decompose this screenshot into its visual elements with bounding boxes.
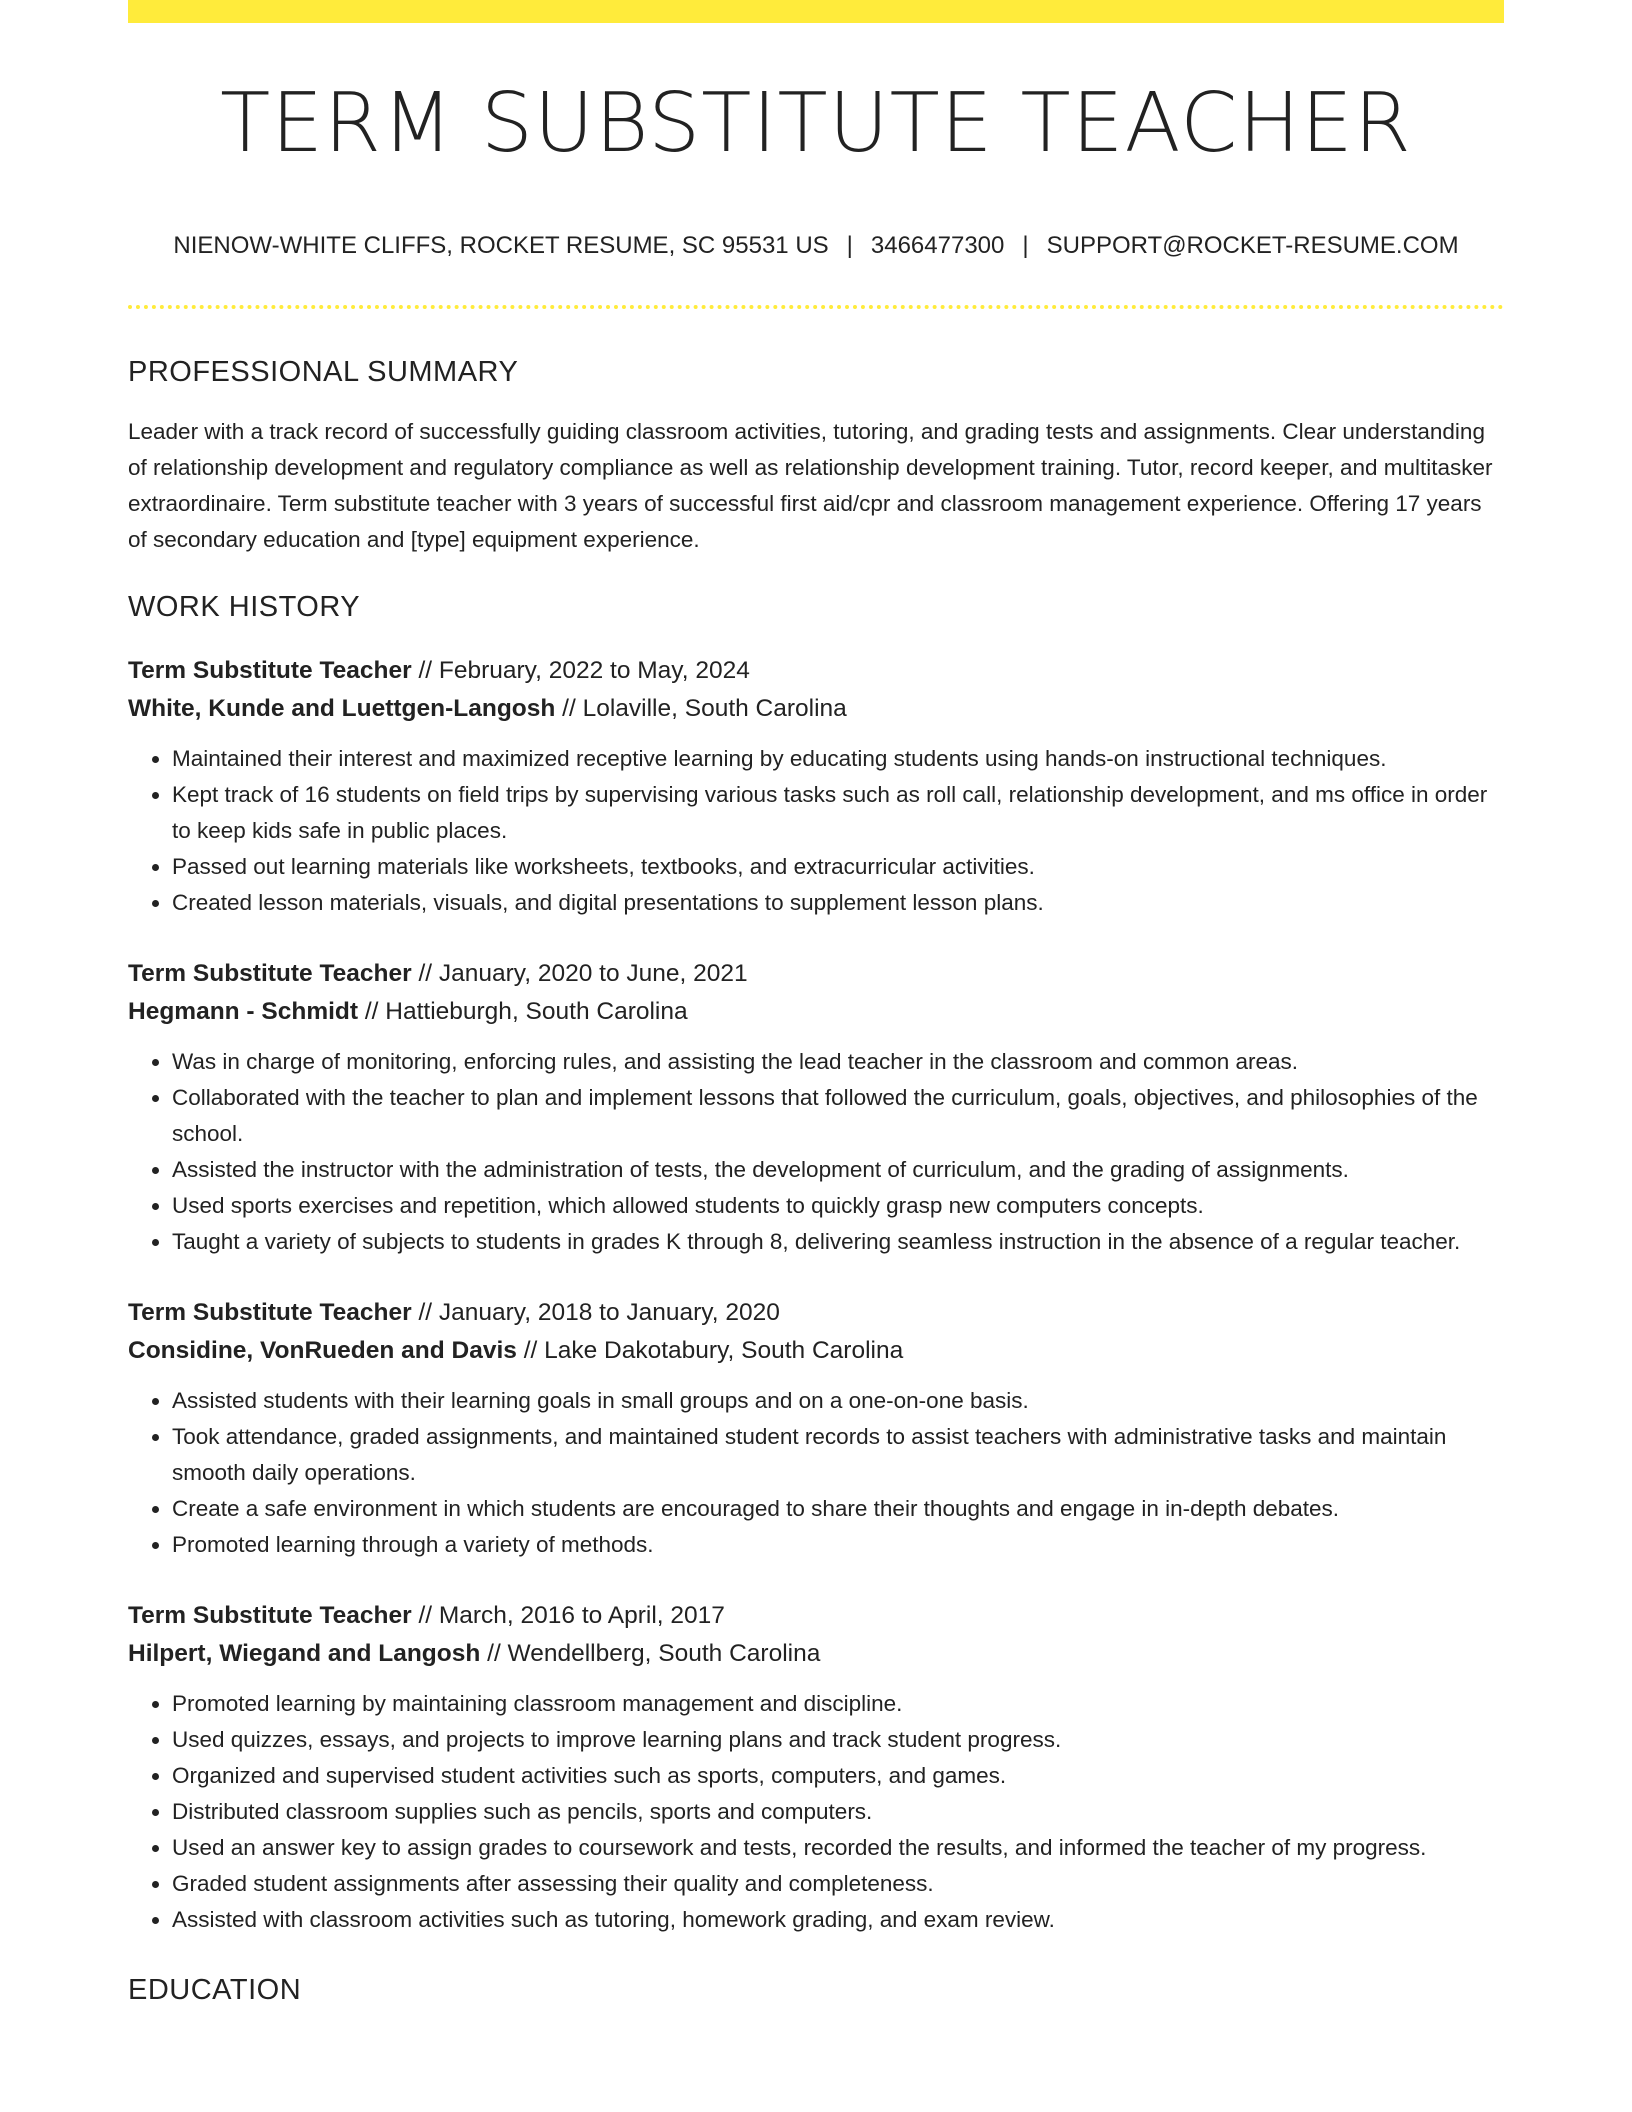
job-bullet: • Distributed classroom supplies such as pencils, sports and computers.	[172, 1794, 1504, 1830]
job-company: Hegmann - Schmidt	[128, 997, 359, 1025]
contact-email: SUPPORT@ROCKET-RESUME.COM	[1046, 232, 1459, 259]
job-bullet: • Assisted the instructor with the administration of tests, the development of curriculum, and the grading of assignments.	[172, 1152, 1504, 1188]
job-role: Term Substitute Teacher	[128, 959, 412, 987]
job-bullet: • Collaborated with the teacher to plan and implement lessons that followed the curriculum, goals, objectives, and philosophies of the school.	[172, 1080, 1504, 1152]
job-bullet: • Graded student assignments after assessing their quality and completeness.	[172, 1866, 1504, 1902]
job-bullet: • Assisted with classroom activities such as tutoring, homework grading, and exam review.	[172, 1902, 1504, 1938]
job-dates: // January, 2018 to January, 2020	[411, 1298, 780, 1326]
job-title-line	[128, 1597, 1504, 1635]
job-bullets	[128, 1044, 1504, 1260]
job-bullet: • Promoted learning through a variety of methods.	[172, 1527, 1504, 1563]
job-dates: // February, 2022 to May, 2024	[411, 656, 750, 684]
job-entry	[128, 955, 1504, 1260]
job-bullet: • Taught a variety of subjects to students in grades K through 8, delivering seamless instruction in the absence of a regular teacher.	[172, 1224, 1504, 1260]
job-company: Considine, VonRueden and Davis	[128, 1336, 517, 1364]
job-title-line	[128, 1294, 1504, 1332]
work-history-list	[128, 652, 1504, 1938]
job-entry	[128, 1597, 1504, 1938]
job-location: // Lolaville, South Carolina	[555, 694, 847, 722]
job-company: White, Kunde and Luettgen-Langosh	[128, 694, 556, 722]
contact-line	[128, 232, 1504, 261]
job-company: Hilpert, Wiegand and Langosh	[128, 1639, 481, 1667]
job-bullet: • Was in charge of monitoring, enforcing rules, and assisting the lead teacher in the classroom and common areas.	[172, 1044, 1504, 1080]
job-bullet: • Passed out learning materials like worksheets, textbooks, and extracurricular activities.	[172, 849, 1504, 885]
summary-text: Leader with a track record of successfully guiding classroom activities, tutoring, and grading tests and assignments. Clear understanding of relationship development and regulatory compliance as well as relationship development training. Tutor, record keeper, and multitasker extraordinaire. Term substitute teacher with 3 years of successful first aid/cpr and classroom management experience. Offering 17 years of secondary education and [type] equipment experience.	[128, 418, 1493, 552]
job-title-line	[128, 652, 1504, 690]
education-heading: EDUCATION	[128, 1973, 302, 2006]
work-history-heading: WORK HISTORY	[128, 590, 361, 623]
job-title-line	[128, 955, 1504, 993]
job-entry	[128, 652, 1504, 921]
job-bullet: • Used quizzes, essays, and projects to improve learning plans and track student progress.	[172, 1722, 1504, 1758]
job-bullet: • Used an answer key to assign grades to coursework and tests, recorded the results, and informed the teacher of my progress.	[172, 1830, 1504, 1866]
job-company-line	[128, 690, 1504, 728]
job-dates: // March, 2016 to April, 2017	[411, 1601, 725, 1629]
job-location: // Hattieburgh, South Carolina	[358, 997, 688, 1025]
job-bullet: • Kept track of 16 students on field trips by supervising various tasks such as roll call, relationship development, and ms office in order to keep kids safe in public places.	[172, 777, 1504, 849]
resume-page	[128, 0, 1504, 2005]
top-accent-bar	[128, 0, 1504, 23]
contact-separator: |	[846, 232, 853, 259]
job-bullet: • Used sports exercises and repetition, which allowed students to quickly grasp new computers concepts.	[172, 1188, 1504, 1224]
contact-phone: 3466477300	[870, 232, 1005, 259]
job-bullet: • Assisted students with their learning goals in small groups and on a one-on-one basis.	[172, 1383, 1504, 1419]
job-bullet: • Created lesson materials, visuals, and digital presentations to supplement lesson plans.	[172, 885, 1504, 921]
job-location: // Lake Dakotabury, South Carolina	[516, 1336, 904, 1364]
job-entry	[128, 1294, 1504, 1563]
resume-name: TERM SUBSTITUTE TEACHER	[220, 76, 1412, 171]
contact-separator: |	[1022, 232, 1029, 259]
job-bullets	[128, 1686, 1504, 1938]
job-bullets	[128, 1383, 1504, 1563]
contact-address: NIENOW-WHITE CLIFFS, ROCKET RESUME, SC 95531 US	[173, 232, 829, 259]
job-location: // Wendellberg, South Carolina	[480, 1639, 821, 1667]
summary-heading: PROFESSIONAL SUMMARY	[128, 355, 519, 388]
job-bullet: • Maintained their interest and maximized receptive learning by educating students using hands-on instructional techniques.	[172, 741, 1504, 777]
job-company-line	[128, 1635, 1504, 1673]
job-bullet: • Create a safe environment in which students are encouraged to share their thoughts and engage in in-depth debates.	[172, 1491, 1504, 1527]
job-dates: // January, 2020 to June, 2021	[411, 959, 748, 987]
job-bullet: • Promoted learning by maintaining classroom management and discipline.	[172, 1686, 1504, 1722]
job-bullet: • Organized and supervised student activities such as sports, computers, and games.	[172, 1758, 1504, 1794]
job-company-line	[128, 1332, 1504, 1370]
job-role: Term Substitute Teacher	[128, 1298, 412, 1326]
job-bullet: • Took attendance, graded assignments, and maintained student records to assist teachers with administrative tasks and maintain smooth daily operations.	[172, 1419, 1504, 1491]
job-role: Term Substitute Teacher	[128, 656, 412, 684]
job-role: Term Substitute Teacher	[128, 1601, 412, 1629]
header-divider	[128, 305, 1504, 309]
job-bullets	[128, 741, 1504, 921]
job-company-line	[128, 993, 1504, 1031]
